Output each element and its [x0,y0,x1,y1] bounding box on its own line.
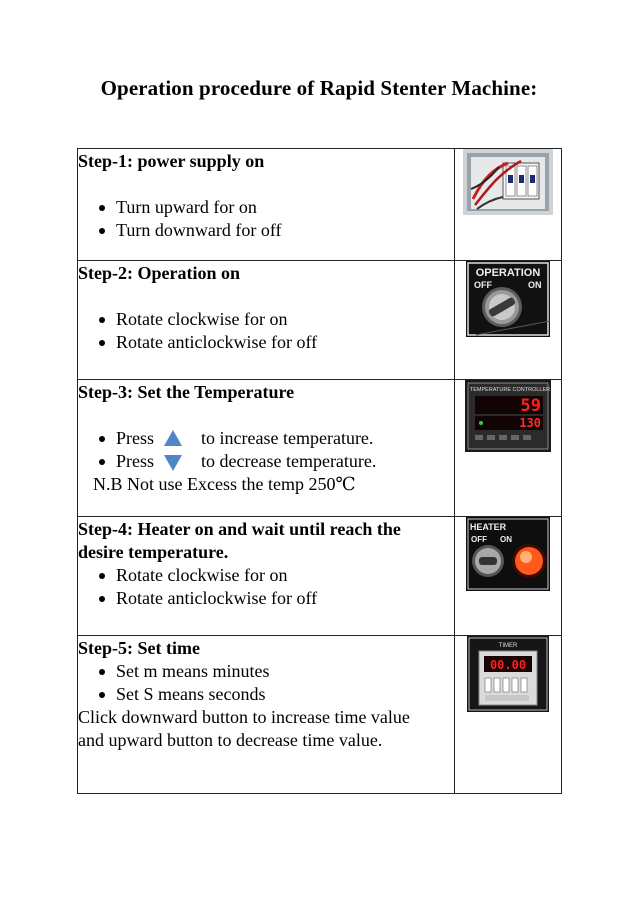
bullet-dot-icon [99,205,105,211]
temperature-controller-photo [465,380,551,452]
step-4-bullet-list [78,564,454,610]
step-5-paragraph-line-1: Click downward button to increase time value [78,707,410,727]
step-5-text-cell [78,636,455,794]
document-title: Operation procedure of Rapid Stenter Machine: [100,76,538,100]
step-4-title-line-1: Step-4: Heater on and wait until reach the [78,519,401,539]
step-4-text-cell [78,517,455,636]
step-1-bullet-list [78,196,454,242]
step-row-4 [78,517,562,636]
step-row-3 [78,380,562,517]
step-row-2 [78,261,562,380]
step-3-title: Step-3: Set the Temperature [78,382,295,402]
off-label: OFF [474,280,492,290]
step-4-title-line-2: desire temperature. [78,542,229,562]
list-item: Turn upward for on [78,196,454,219]
list-item: Set m means minutes [78,660,454,683]
list-item: Press to increase temperature. [78,427,454,450]
list-item: Press to decrease temperature. [78,450,454,473]
step-2-text-cell [78,261,455,380]
bullet-dot-icon [99,436,105,442]
bullet-dot-icon [99,340,105,346]
step-1-title: Step-1: power supply on [78,151,265,171]
step-5-bullet-list [78,660,454,706]
step-1-text-cell [78,149,455,261]
controller-header-label: TEMPERATURE CONTROLLER [469,387,551,393]
step-3-text-cell [78,380,455,517]
pv-display: 59 [520,396,541,416]
list-item: Rotate anticlockwise for off [78,587,454,610]
off-label: OFF [471,535,487,544]
bullet-dot-icon [99,692,105,698]
operation-label: OPERATION [475,267,541,279]
bullet-dot-icon [99,459,105,465]
list-item: Rotate clockwise for on [78,564,454,587]
step-row-1 [78,149,562,261]
bullet-dot-icon [99,596,105,602]
step-2-photo-cell [455,261,562,380]
step-5-paragraph-line-2: and upward button to decrease time value. [78,730,383,750]
step-3-bullet-list [78,427,454,473]
step-5-title: Step-5: Set time [78,638,200,658]
procedure-table [77,148,562,794]
on-label: ON [528,280,542,290]
timer-photo [467,636,549,712]
on-label: ON [500,535,512,544]
bullet-dot-icon [99,573,105,579]
step-1-photo-cell [455,149,562,261]
bullet-dot-icon [99,669,105,675]
step-2-title: Step-2: Operation on [78,263,240,283]
temperature-note: N.B Not use Excess the temp 250℃ [93,474,356,494]
sv-display: 130 [519,416,541,430]
power-breaker-photo [463,149,553,215]
timer-display: 00.00 [489,658,527,672]
up-arrow-icon [164,430,182,446]
down-arrow-icon [164,455,182,471]
heater-label: HEATER [469,522,507,532]
list-item: Rotate clockwise for on [78,308,454,331]
list-item: Rotate anticlockwise for off [78,331,454,354]
list-item: Set S means seconds [78,683,454,706]
timer-label: TIMER [498,643,518,649]
heater-switch-photo [466,517,550,591]
step-5-photo-cell [455,636,562,794]
bullet-dot-icon [99,317,105,323]
step-2-bullet-list [78,308,454,354]
list-item: Turn downward for off [78,219,454,242]
operation-switch-photo [466,261,550,337]
step-row-5 [78,636,562,794]
step-3-photo-cell [455,380,562,517]
bullet-dot-icon [99,228,105,234]
step-4-photo-cell [455,517,562,636]
